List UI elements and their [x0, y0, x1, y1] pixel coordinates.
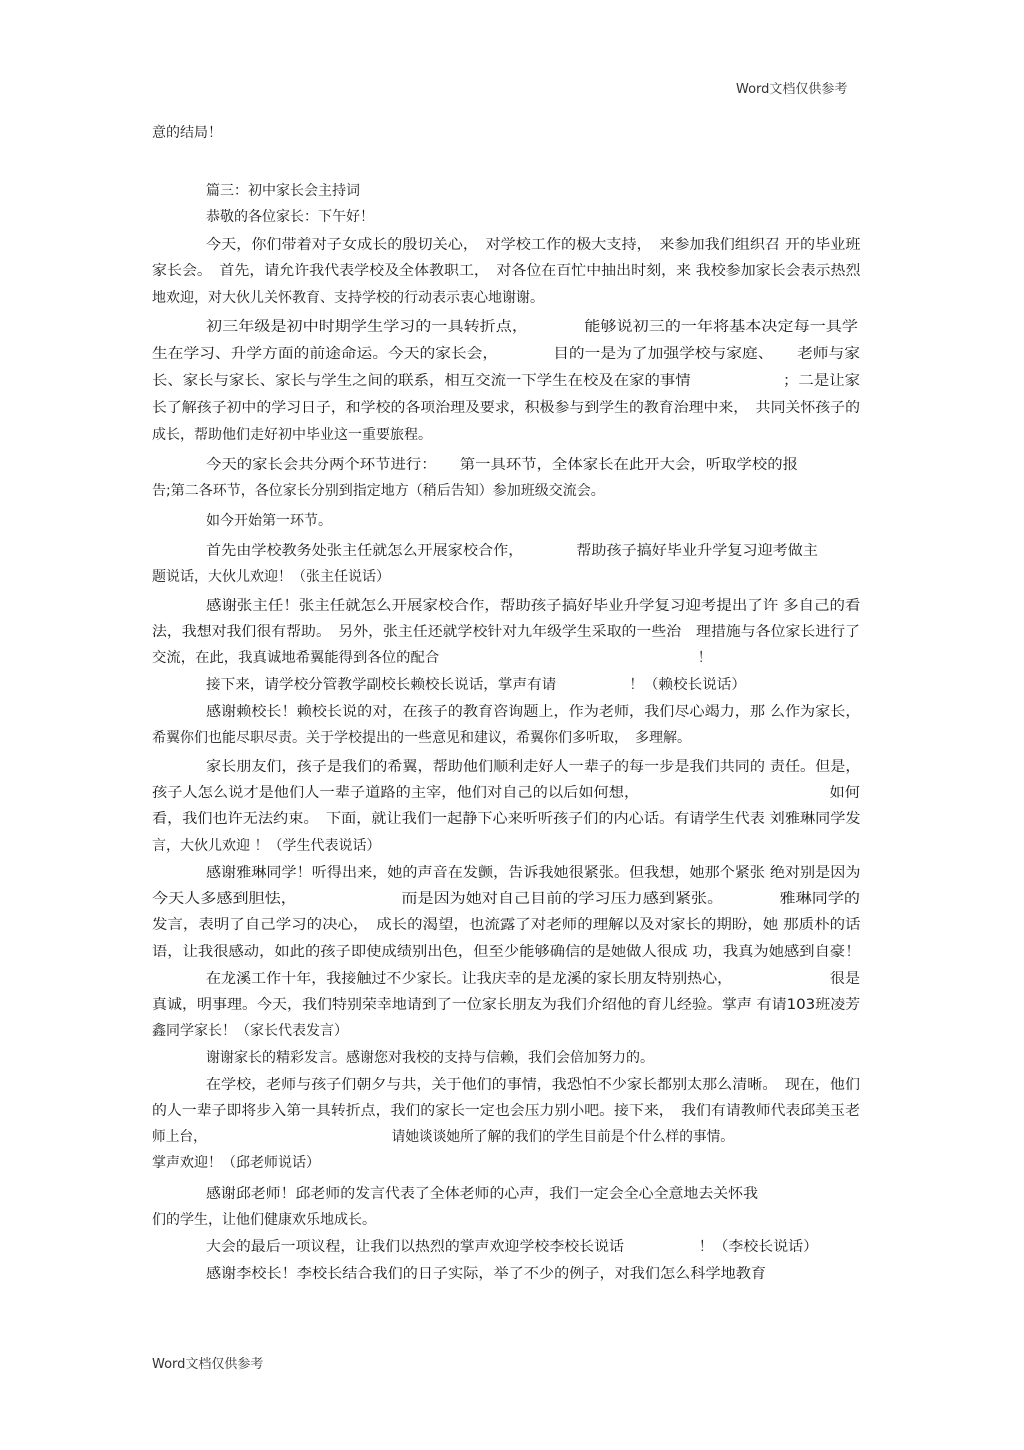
text-line: 地欢迎，对大伙儿关怀教育、支持学校的行动表示衷心地谢谢。 [152, 290, 544, 306]
text-line: 篇三：初中家长会主持词 [206, 183, 360, 199]
text-line: 题说话，大伙儿欢迎！（张主任说话） [152, 569, 390, 585]
text-line: 师上台， 请她谈谈她所了解的我们的学生目前是个什么样的事情。 [152, 1129, 734, 1145]
text-line: 恭敬的各位家长：下午好！ [206, 209, 374, 225]
text-line: 接下来，请学校分管教学副校长赖校长说话，掌声有请 ！（赖校长说话） [206, 677, 746, 693]
text-line: 告;第二各环节，各位家长分别到指定地方（稍后告知）参加班级交流会。 [152, 483, 605, 499]
text-line: 感谢张主任！张主任就怎么开展家校合作，帮助孩子搞好毕业升学复习迎考提出了许 多自己的看 [206, 598, 861, 614]
text-line: 掌声欢迎！（邱老师说话） [152, 1155, 320, 1171]
text-line: 发言，表明了自己学习的决心， 成长的渴望，也流露了对老师的理解以及对家长的期盼，她 那质朴的话 [152, 917, 861, 933]
text-line: 长了解孩子初中的学习日子，和学校的各项治理及要求，积极参与到学生的教育治理中来， 共同关怀孩子的 [152, 400, 860, 416]
text-line: 初三年级是初中时期学生学习的一具转折点， 能够说初三的一年将基本决定每一具学 [206, 319, 858, 335]
text-line: 今天，你们带着对子女成长的殷切关心， 对学校工作的极大支持， 来参加我们组织召 开的毕业班 [206, 237, 861, 253]
text-line: 成长，帮助他们走好初中毕业这一重要旅程。 [152, 427, 432, 443]
text-line: 法，我想对我们很有帮助。 另外，张主任还就学校针对九年级学生采取的一些治 理措施与各位家长进行了 [152, 624, 860, 640]
text-line: 如今开始第一环节。 [206, 513, 332, 529]
text-line: 的人一辈子即将步入第一具转折点，我们的家长一定也会压力别小吧。接下来， 我们有请教师代表邱美玉老 [152, 1103, 860, 1119]
text-line: 希翼你们也能尽职尽责。关于学校提出的一些意见和建议，希翼你们多听取， 多理解。 [152, 730, 691, 746]
text-line: 看，我们也许无法约束。 下面，就让我们一起静下心来听听孩子们的内心话。有请学生代表 刘雅琳同学发 [152, 811, 861, 827]
text-line: 大会的最后一项议程，让我们以热烈的掌声欢迎学校李校长说话 ！（李校长说话） [206, 1239, 818, 1255]
text-line: 家长朋友们，孩子是我们的希翼，帮助他们顺利走好人一辈子的每一步是我们共同的 责任。但是， [206, 759, 861, 775]
text-line: 家长会。 首先，请允许我代表学校及全体教职工， 对各位在百忙中抽出时刻，来 我校参加家长会表示热烈 [152, 263, 861, 279]
text-line: 孩子人怎么说才是他们人一辈子道路的主宰，他们对自己的以后如何想， 如何 [152, 785, 860, 801]
text-line: 真诚，明事理。今天，我们特别荣幸地请到了一位家长朋友为我们介绍他的育儿经验。掌声 有请103班凌芳 [152, 997, 861, 1013]
text-line: 首先由学校教务处张主任就怎么开展家校合作， 帮助孩子搞好毕业升学复习迎考做主 [206, 543, 819, 559]
text-line: 长、家长与家长、家长与学生之间的联系，相互交流一下学生在校及在家的事情 ；二是让家 [152, 373, 860, 389]
text-line: 感谢雅琳同学！听得出来，她的声音在发颤，告诉我她很紧张。但我想，她那个紧张 绝对别是因为 [206, 865, 861, 881]
footer-note: Word文档仅供参考 [152, 1357, 264, 1372]
text-line: 生在学习、升学方面的前途命运。今天的家长会， 目的一是为了加强学校与家庭、 老师与家 [152, 346, 861, 362]
text-line: 交流，在此，我真诚地希翼能得到各位的配合 ！ [152, 650, 713, 666]
text-line: 们的学生，让他们健康欢乐地成长。 [152, 1212, 376, 1228]
text-line: 言，大伙儿欢迎 ！（学生代表说话） [152, 838, 381, 854]
text-line: 感谢邱老师！邱老师的发言代表了全体老师的心声，我们一定会全心全意地去关怀我 [206, 1186, 758, 1202]
text-line: 在龙溪工作十年，我接触过不少家长。让我庆幸的是龙溪的家长朋友特别热心， 很是 [206, 971, 860, 987]
text-line: 谢谢家长的精彩发言。感谢您对我校的支持与信赖，我们会倍加努力的。 [206, 1050, 654, 1066]
header-note: Word文档仅供参考 [736, 82, 848, 97]
text-line: 在学校，老师与孩子们朝夕与共，关于他们的事情，我恐怕不少家长都别太那么清晰。 现在，他们 [206, 1077, 860, 1093]
text-line: 今天人多感到胆怯， 而是因为她对自己目前的学习压力感到紧张。 雅琳同学的 [152, 891, 860, 907]
text-line: 感谢李校长！李校长结合我们的日子实际，举了不少的例子，对我们怎么科学地教育 [206, 1266, 766, 1282]
text-line: 感谢赖校长！赖校长说的对，在孩子的教育咨询题上，作为老师，我们尽心竭力，那 么作为家长， [206, 704, 861, 720]
text-line: 意的结局！ [152, 125, 222, 141]
text-line: 今天的家长会共分两个环节进行： 第一具环节，全体家长在此开大会，听取学校的报 [206, 457, 798, 473]
text-line: 鑫同学家长！（家长代表发言） [152, 1023, 348, 1039]
text-line: 语，让我很感动，如此的孩子即使成绩别出色，但至少能够确信的是她做人很成 功，我真为她感到自豪！ [152, 944, 861, 960]
